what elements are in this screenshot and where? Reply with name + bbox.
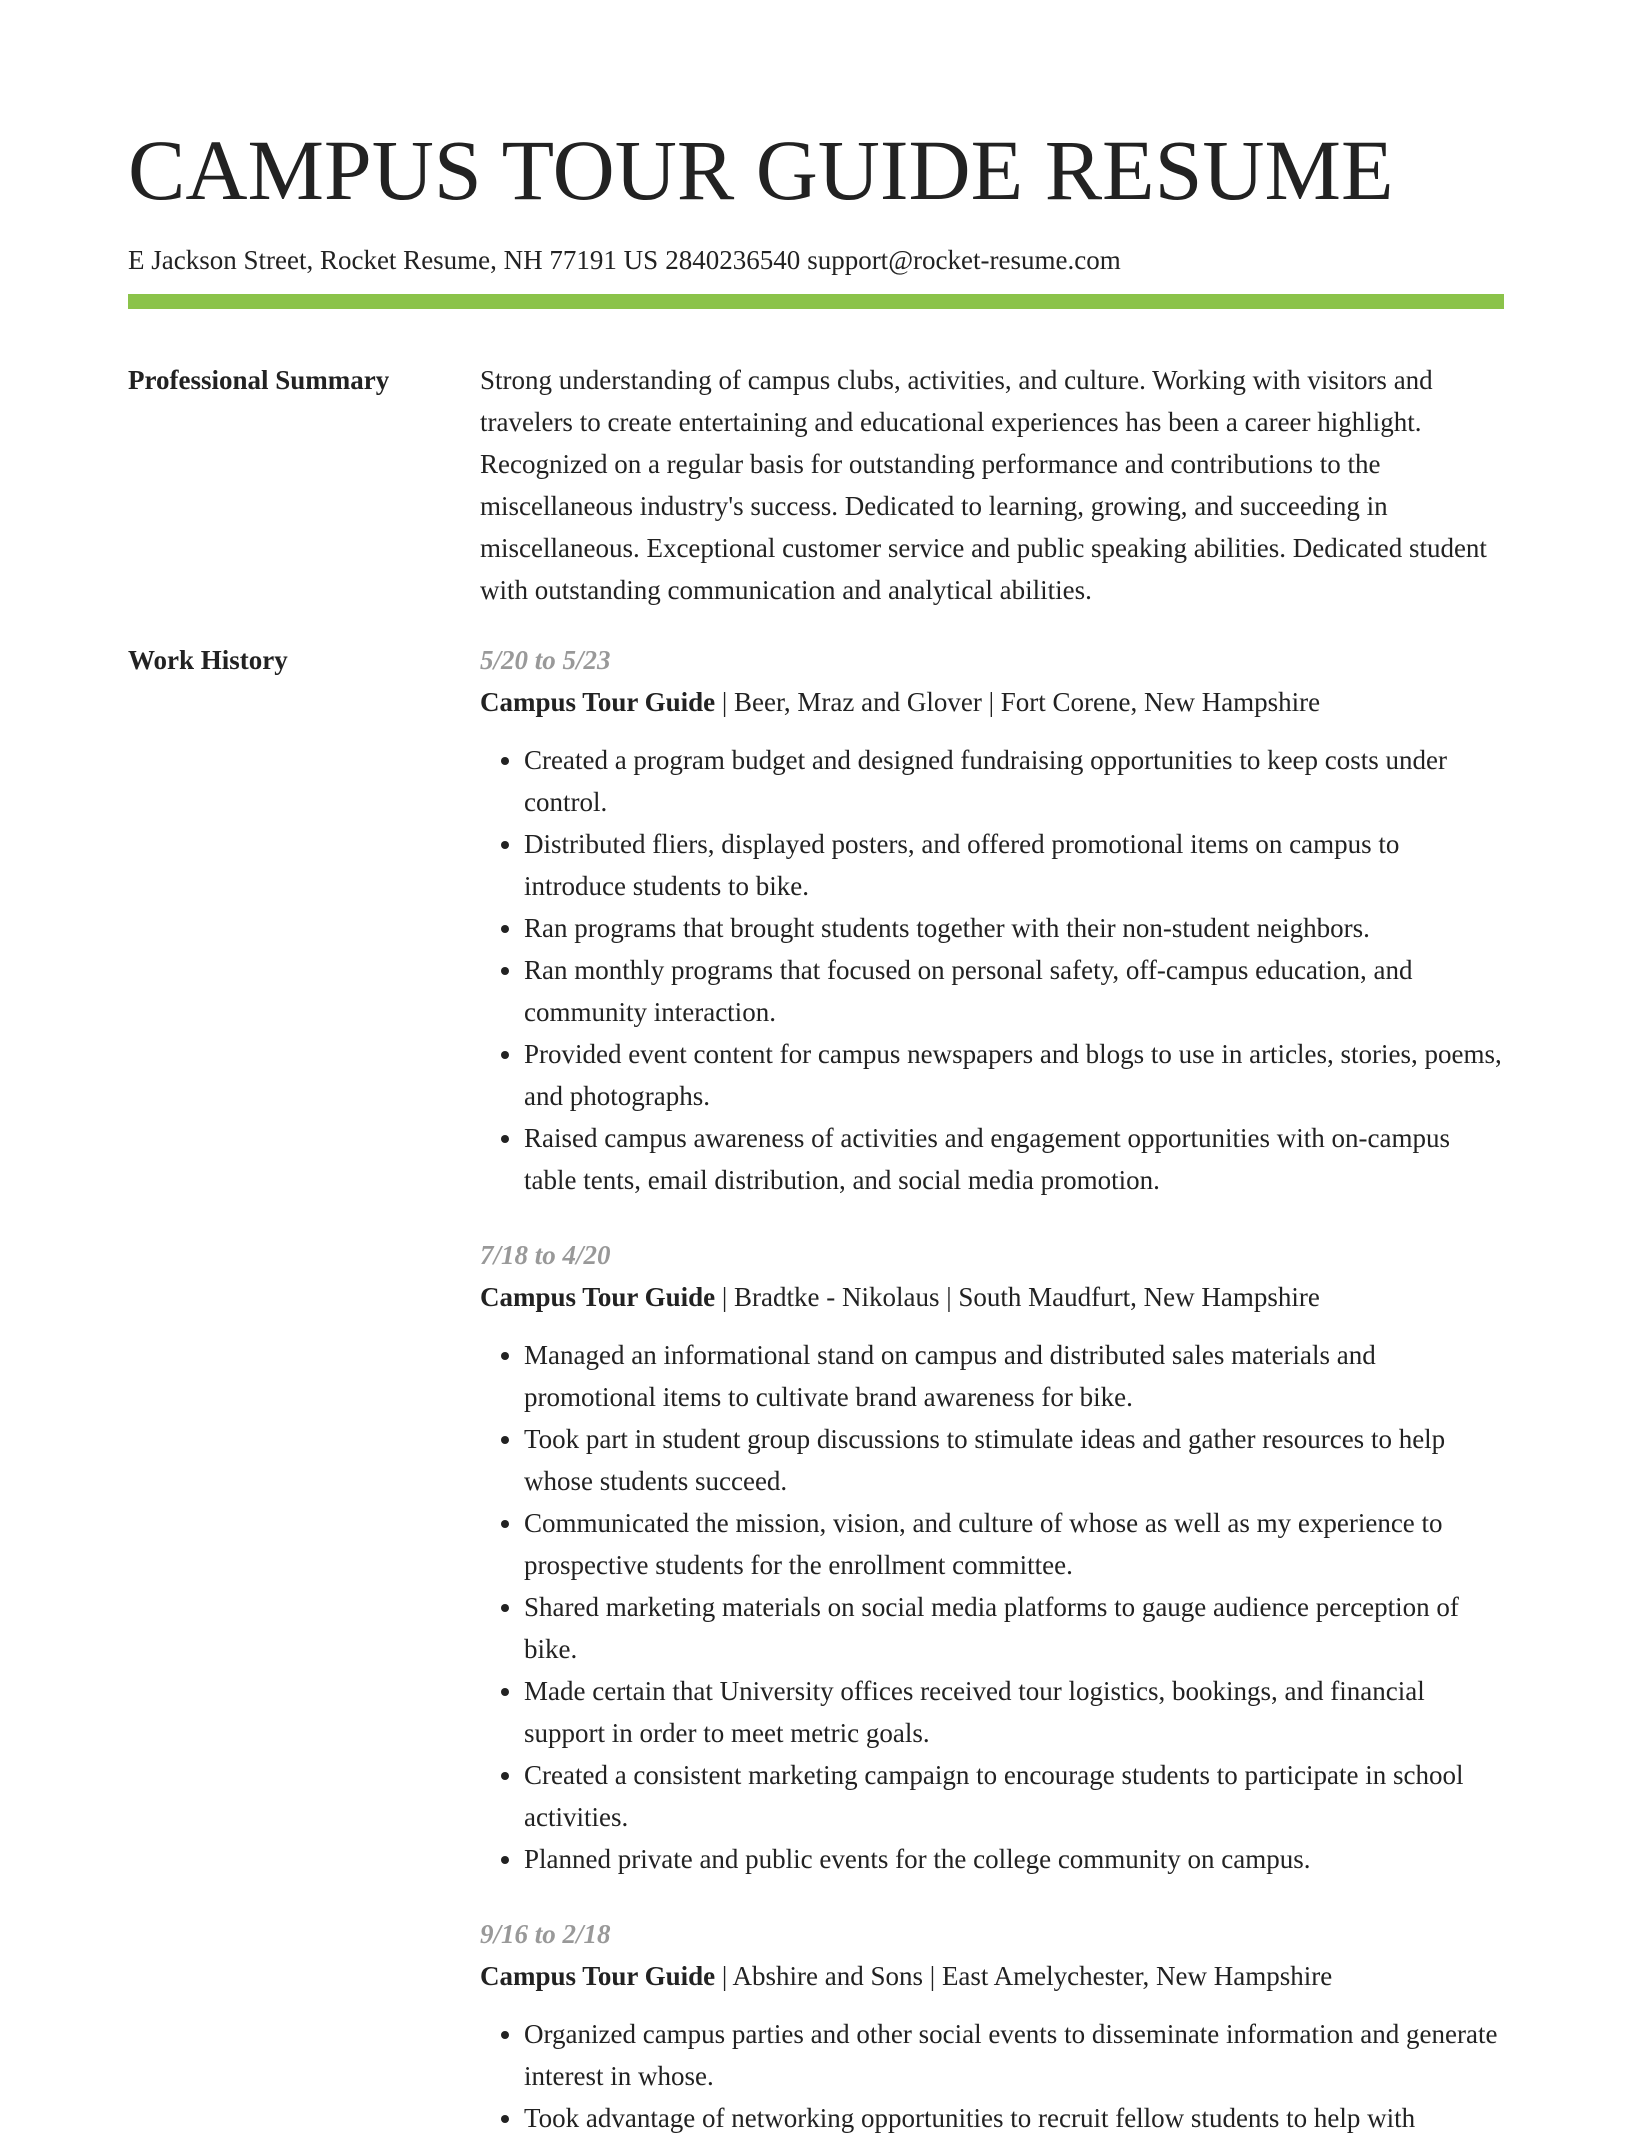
- job-bullet-item: • Provided event content for campus newspapers and blogs to use in articles, stories, poems, and photographs.: [524, 1033, 1504, 1117]
- job-location: East Amelychester, New Hampshire: [941, 1961, 1333, 1991]
- job-bullet-item: • Managed an informational stand on campus and distributed sales materials and promotional items to cultivate brand awareness for bike.: [524, 1334, 1504, 1418]
- work-history-body: [480, 639, 1504, 2139]
- summary-section: [128, 359, 1504, 611]
- job-company: Abshire and Sons: [732, 1961, 924, 1991]
- job-company: Beer, Mraz and Glover: [734, 687, 982, 717]
- work-history-heading: Work History: [128, 645, 288, 675]
- job-bullet-item: • Took part in student group discussions to stimulate ideas and gather resources to help whose students succeed.: [524, 1418, 1504, 1502]
- summary-heading: Professional Summary: [128, 365, 390, 395]
- job-title: Campus Tour Guide: [480, 687, 716, 717]
- job-company: Bradtke - Nikolaus: [734, 1282, 940, 1312]
- job-separator: |: [929, 1961, 936, 1991]
- job-separator: |: [721, 1961, 728, 1991]
- job-bullet-item: • Communicated the mission, vision, and culture of whose as well as my experience to prospective students for the enrollment committee.: [524, 1502, 1504, 1586]
- job-dates: 7/18 to 4/20: [480, 1240, 611, 1270]
- job-bullet-item: • Ran monthly programs that focused on personal safety, off-campus education, and community interaction.: [524, 949, 1504, 1033]
- contact-email: support@rocket-resume.com: [807, 245, 1121, 275]
- job-dates: 5/20 to 5/23: [480, 645, 611, 675]
- summary-body: [480, 359, 1504, 611]
- job-bullet-item: • Created a consistent marketing campaign to encourage students to participate in school activities.: [524, 1754, 1504, 1838]
- job-separator: |: [946, 1282, 952, 1312]
- contact-address: E Jackson Street, Rocket Resume, NH 77191 US: [128, 245, 659, 275]
- job-header-line: [480, 681, 1504, 723]
- job-header-line: [480, 1276, 1504, 1318]
- job-bullet-item: • Organized campus parties and other social events to disseminate information and generate interest in whose.: [524, 2013, 1504, 2097]
- job-bullet-list: [480, 1334, 1504, 1880]
- contact-line: [128, 244, 1504, 276]
- job-location: South Maudfurt, New Hampshire: [958, 1282, 1320, 1312]
- job-title: Campus Tour Guide: [480, 1961, 716, 1991]
- job-bullet-item: • Took advantage of networking opportunities to recruit fellow students to help with: [524, 2097, 1504, 2139]
- job-bullet-item: • Made certain that University offices received tour logistics, bookings, and financial support in order to meet metric goals.: [524, 1670, 1504, 1754]
- job-bullet-item: • Planned private and public events for the college community on campus.: [524, 1838, 1504, 1880]
- job-location: Fort Corene, New Hampshire: [1000, 687, 1321, 717]
- job-header-line: [480, 1955, 1504, 1997]
- job-bullet-item: • Raised campus awareness of activities and engagement opportunities with on-campus table tents, email distribution, and social media promotion.: [524, 1117, 1504, 1201]
- resume-page: [128, 0, 1504, 2139]
- job-entry: [480, 1234, 1504, 1880]
- job-bullet-item: • Ran programs that brought students together with their non-student neighbors.: [524, 907, 1504, 949]
- job-separator: |: [721, 687, 728, 717]
- job-bullet-list: [480, 2013, 1504, 2139]
- job-bullet-item: • Shared marketing materials on social media platforms to gauge audience perception of bike.: [524, 1586, 1504, 1670]
- job-separator: |: [721, 1282, 728, 1312]
- job-entry: [480, 639, 1504, 1201]
- job-bullet-list: [480, 739, 1504, 1201]
- header-divider: [128, 294, 1504, 309]
- job-dates: 9/16 to 2/18: [480, 1919, 611, 1949]
- contact-phone: 2840236540: [665, 245, 801, 275]
- work-history-section: [128, 639, 1504, 2139]
- job-entry: [480, 1913, 1504, 2139]
- summary-text: Strong understanding of campus clubs, activities, and culture. Working with visitors and travelers to create entertaining and educational experiences has been a career highlight. Recognized on a regular basis for outstanding performance and contributions to the miscellaneous industry's success. Dedicated to learning, growing, and succeeding in miscellaneous. Exceptional customer service and public speaking abilities. Dedicated student with outstanding communication and analytical abilities.: [480, 365, 1487, 605]
- job-bullet-item: • Created a program budget and designed fundraising opportunities to keep costs under control.: [524, 739, 1504, 823]
- resume-title: CAMPUS TOUR GUIDE RESUME: [128, 122, 1394, 218]
- job-title: Campus Tour Guide: [480, 1282, 716, 1312]
- job-bullet-item: • Distributed fliers, displayed posters, and offered promotional items on campus to introduce students to bike.: [524, 823, 1504, 907]
- job-separator: |: [988, 687, 994, 717]
